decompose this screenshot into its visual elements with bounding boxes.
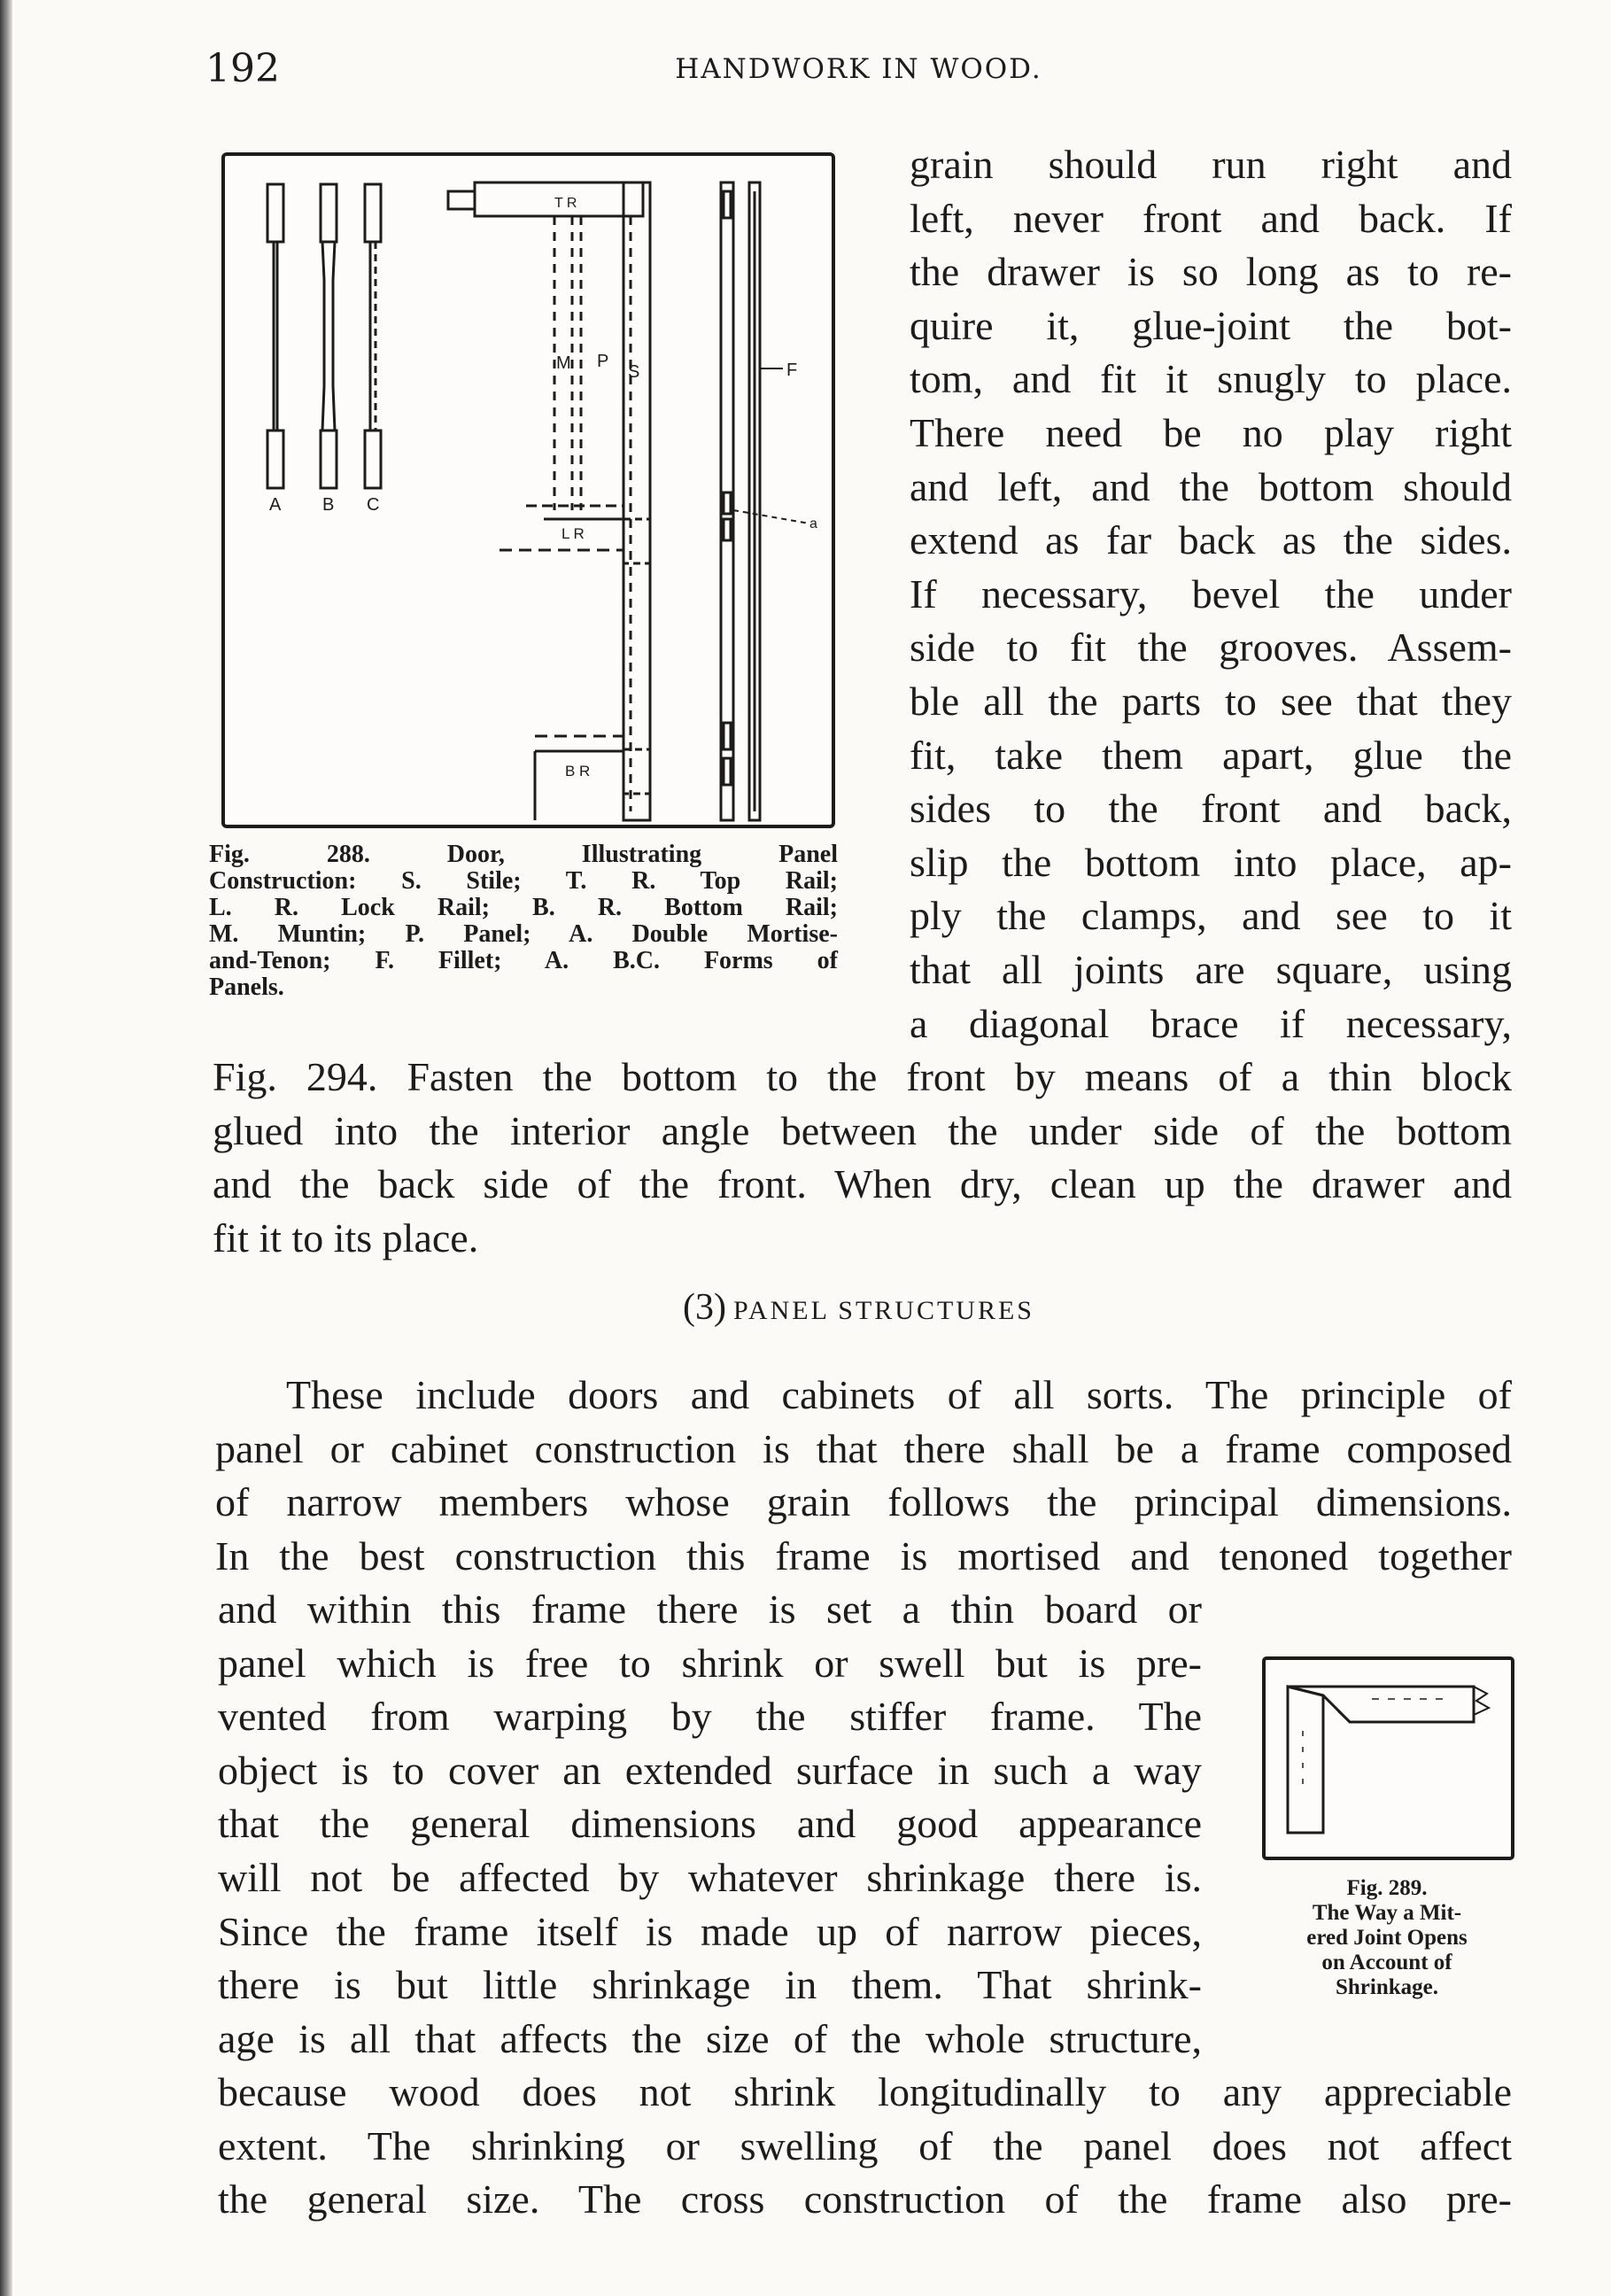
text-line: There need be no play right [910, 409, 1512, 455]
page-number: 192 [205, 46, 280, 91]
text-line: In the best construction this frame is mortised and tenoned together [215, 1532, 1512, 1578]
text-line: side to fit the grooves. Assem- [910, 624, 1512, 671]
caption-line: Construction: S. Stile; T. R. Top Rail; [209, 867, 838, 895]
label-p: P [597, 352, 609, 371]
section-number: (3) [683, 1287, 726, 1328]
text-line: sides to the front and back, [910, 786, 1512, 832]
caption-line: on Account of [1321, 1951, 1452, 1974]
running-title: HANDWORK IN WOOD. [675, 53, 1042, 85]
door-panel-diagram [225, 156, 832, 825]
figure-288-caption [209, 842, 838, 1001]
section-heading [205, 1286, 1512, 1329]
text-line: panel which is free to shrink or swell but is pre- [218, 1640, 1202, 1686]
page-header [205, 46, 1512, 99]
panel-form-a [267, 184, 283, 488]
panel-form-c [365, 184, 381, 488]
text-line: and the back side of the front. When dry, clean up the drawer and [213, 1161, 1512, 1207]
caption-line: ered Joint Opens [1306, 1926, 1468, 1950]
text-line: of narrow members whose grain follows the principal dimensions. [215, 1479, 1512, 1525]
text-line: grain should run right and [910, 142, 1512, 187]
paragraph-panel-narrow [218, 1583, 1202, 2066]
text-line: object is to cover an extended surface in such a way [218, 1747, 1202, 1793]
text-line: will not be affected by whatever shrinkage there is. [218, 1854, 1202, 1900]
text-line: and within this frame there is set a thin board or [218, 1586, 1202, 1632]
text-line: age is all that affects the size of the whole structure, [218, 2015, 1202, 2061]
text-line: a diagonal brace if necessary, [910, 1000, 1512, 1046]
label-c: C [367, 495, 380, 515]
caption-line: Panels. [209, 973, 284, 1001]
text-line: fit, take them apart, glue the [910, 732, 1512, 778]
text-line: ply the clamps, and see to it [910, 893, 1512, 939]
text-line: that the general dimensions and good appearance [218, 1801, 1202, 1847]
text-line: If necessary, bevel the under [910, 570, 1512, 617]
text-line: vented from warping by the stiffer frame. The [218, 1694, 1202, 1740]
panel-form-b [321, 184, 337, 488]
caption-line: Shrinkage. [1335, 1975, 1438, 1999]
text-line: These include doors and cabinets of all sorts. The principle of [286, 1372, 1512, 1417]
text-line: glued into the interior angle between the under side of the bottom [213, 1107, 1512, 1153]
label-a: A [269, 495, 282, 515]
door-frame [448, 182, 650, 820]
text-line: the drawer is so long as to re- [910, 249, 1512, 295]
caption-line: The Way a Mit- [1312, 1901, 1462, 1925]
paragraph-panel-structures [215, 1369, 1512, 1583]
label-m: M [556, 353, 571, 373]
label-br: B R [565, 763, 591, 780]
text-line: and left, and the bottom should [910, 463, 1512, 509]
label-b: B [322, 495, 335, 515]
figure-289-caption [1256, 1876, 1518, 2000]
text-line: tom, and fit it snugly to place. [910, 356, 1512, 402]
caption-line: Fig. 288. Door, Illustrating Panel [209, 841, 838, 868]
label-tr: T R [554, 196, 577, 211]
text-line: slip the bottom into place, ap- [910, 839, 1512, 885]
paragraph-drawer-continued [213, 1051, 1512, 1265]
text-line: extent. The shrinking or swelling of the panel does not affect [218, 2122, 1512, 2168]
paragraph-drawer-right-column [910, 138, 1512, 1051]
caption-line: L. R. Lock Rail; B. R. Bottom Rail; [209, 894, 838, 921]
figure-288 [221, 152, 835, 828]
text-line: ble all the parts to see that they [910, 678, 1512, 724]
caption-line: Fig. 289. [1346, 1876, 1428, 1900]
text-line: Fig. 294. Fasten the bottom to the front by means of a thin block [213, 1054, 1512, 1099]
label-lr: L R [562, 525, 585, 542]
text-line: extend as far back as the sides. [910, 517, 1512, 563]
text-line: left, never front and back. If [910, 195, 1512, 241]
figure-289 [1262, 1656, 1514, 1860]
text-line: panel or cabinet construction is that there shall be a frame composed [215, 1425, 1512, 1471]
text-line: that all joints are square, using [910, 946, 1512, 992]
label-small-a: a [809, 516, 817, 531]
mitered-joint-diagram [1266, 1660, 1511, 1857]
label-f: F [786, 361, 798, 380]
paragraph-panel-end [218, 2066, 1512, 2227]
label-s: S [628, 362, 640, 382]
scan-edge [0, 0, 12, 2296]
text-line: the general size. The cross construction of the frame also pre- [218, 2176, 1512, 2222]
text-line: quire it, glue-joint the bot- [910, 302, 1512, 348]
text-line: because wood does not shrink longitudinally to any appreciable [218, 2069, 1512, 2114]
stile-section [721, 182, 809, 820]
text-line: Since the frame itself is made up of narrow pieces, [218, 1908, 1202, 1954]
text-line: fit it to its place. [213, 1214, 479, 1260]
text-line: there is but little shrinkage in them. That shrink- [218, 1962, 1202, 2008]
caption-line: and-Tenon; F. Fillet; A. B.C. Forms of [209, 947, 838, 974]
section-title: PANEL STRUCTURES [732, 1296, 1034, 1325]
caption-line: M. Muntin; P. Panel; A. Double Mortise- [209, 920, 838, 948]
